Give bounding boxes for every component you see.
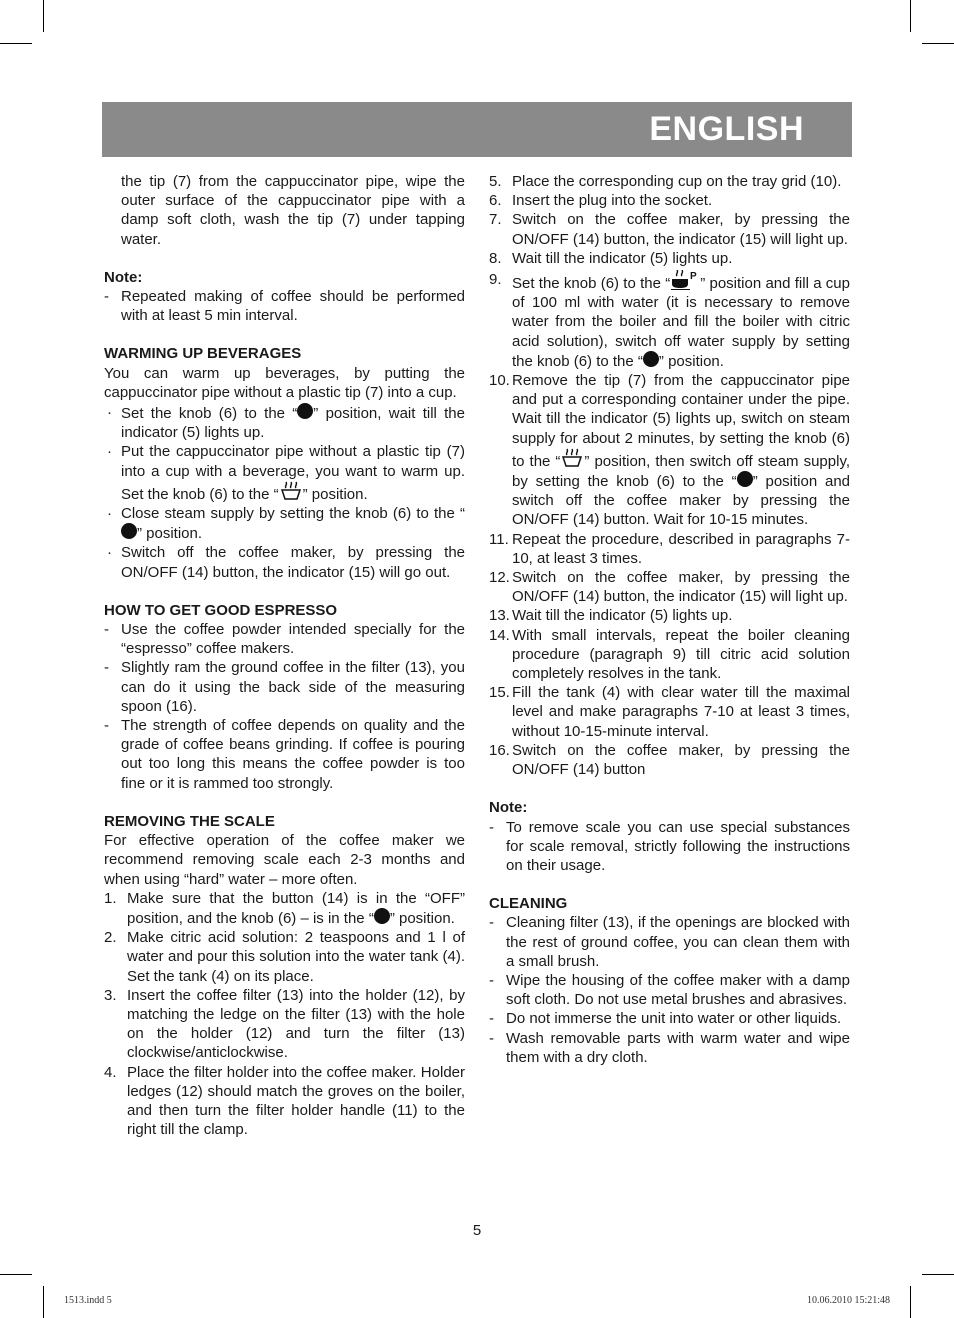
list-item: · Close steam supply by setting the knob (6) to the “” position. [107, 505, 465, 543]
list-item: 15. Fill the tank (4) with clear water till the maximal level and make paragraphs 7-10 at least 3 times, without 10-15-minute interval. [489, 684, 850, 740]
list-item: - Wipe the housing of the coffee maker with a damp soft cloth. Do not use metal brushes and abrasives. [489, 971, 850, 1009]
list-item: · Set the knob (6) to the “ ” position, wait till the indicator (5) lights up. [107, 404, 465, 442]
right-column [489, 172, 850, 1067]
section-heading-cleaning: CLEANING [489, 895, 568, 913]
crop-mark [43, 0, 44, 32]
filled-circle-icon [643, 351, 659, 367]
crop-mark [910, 1286, 911, 1318]
list-item: 2. Make citric acid solution: 2 teaspoons and 1 l of water and pour this solution into the water tank (4). Set the tank (4) on its place. [104, 929, 465, 985]
page-number: 5 [472, 1222, 482, 1239]
list-item: 4. Place the filter holder into the coffee maker. Holder ledges (12) should match the groves on the boiler, and then turn the filter holder handle (11) to the right till the clamp. [104, 1063, 465, 1139]
filled-circle-icon [121, 523, 137, 539]
filled-circle-icon [297, 403, 313, 419]
language-header-bar [102, 102, 852, 157]
section-heading-warming: WARMING UP BEVERAGES [104, 345, 302, 363]
list-item: - Use the coffee powder intended specially for the “espresso” coffee makers. [104, 621, 465, 658]
list-item: - Wash removable parts with warm water and wipe them with a dry cloth. [489, 1029, 850, 1066]
list-item: 1. Make sure that the button (14) is in the “OFF” position, and the knob (6) – is in the “ ” position. [104, 889, 465, 927]
list-item: 9. Set the knob (6) to the “ P ” position and fill a cup of 100 ml with water (it is necessary to remove water from the boiler and fill the boiler with citric acid solution), switch off water supply by setting the knob (6) to the “ ” position. [489, 271, 850, 370]
section-heading-espresso: HOW TO GET GOOD ESPRESSO [104, 601, 338, 619]
list-item: 10. Remove the tip (7) from the cappuccinator pipe and put a corresponding container under the pipe. Wait till the indicator (5) lights up, switch on steam supply for about 2 minutes, by setting the knob (6) to the “ ” position, then switch off steam supply, by setting the knob (6) to the “ ” position and switch off the coffee maker by pressing the ON/OFF (14) button. Wait for 10-15 minutes. [489, 372, 851, 529]
list-item: - Slightly ram the ground coffee in the filter (13), you can do it using the back side of the measuring spoon (16). [104, 659, 465, 715]
note-heading: Note: [104, 268, 143, 286]
svg-text:P: P [690, 271, 697, 283]
list-item: 6. Insert the plug into the socket. [489, 192, 713, 210]
list-item: 14. With small intervals, repeat the boiler cleaning procedure (paragraph 9) till citric acid solution completely resolves in the tank. [489, 626, 850, 683]
crop-mark [43, 1286, 44, 1318]
list-item: 5. Place the corresponding cup on the tray grid (10). [489, 173, 842, 190]
intro-paragraph: the tip (7) from the cappuccinator pipe, wipe the outer surface of the cappuccinator pipe with a damp soft cloth, wash the tip (7) under tapping water. [121, 173, 465, 248]
steam-icon [279, 481, 303, 501]
filled-circle-icon [374, 908, 390, 924]
crop-mark [910, 0, 911, 32]
scale-intro: For effective operation of the coffee maker we recommend removing scale each 2-3 months and when using “hard” water – more often. [104, 832, 465, 888]
warming-intro: You can warm up beverages, by putting the cappuccinator pipe without a plastic tip (7) into a cup. [104, 364, 465, 401]
note-heading: Note: [489, 799, 528, 817]
crop-mark [922, 43, 954, 44]
list-item: · Put the cappuccinator pipe without a plastic tip (7) into a cup with a beverage, you want to warm up. Set the knob (6) to the “ ” position. [107, 443, 465, 503]
page-title: ENGLISH [649, 110, 804, 148]
note-item: - Repeated making of coffee should be performed with at least 5 min interval. [104, 288, 465, 325]
left-column [104, 172, 465, 1139]
note-item: - To remove scale you can use special substances for scale removal, strictly following the instructions on their usage. [489, 818, 850, 874]
list-item: 11. Repeat the procedure, described in paragraphs 7-10, at least 3 times. [489, 530, 850, 567]
list-item: 8. Wait till the indicator (5) lights up. [489, 249, 733, 267]
steam-icon [560, 448, 584, 468]
crop-mark [0, 43, 32, 44]
hot-water-cup-icon [670, 270, 700, 290]
list-item: 12. Switch on the coffee maker, by pressing the ON/OFF (14) button, the indicator (15) will light up. [489, 569, 850, 606]
list-item: - Cleaning filter (13), if the openings are blocked with the rest of ground coffee, you can clean them with a small brush. [489, 914, 850, 970]
print-slug-date: 10.06.2010 15:21:48 [806, 1295, 890, 1306]
list-item: - The strength of coffee depends on quality and the grade of coffee beans grinding. If coffee is pouring out too long this means the coffee powder is too fine or it is rammed too strongly. [104, 717, 465, 792]
list-item: 13. Wait till the indicator (5) lights up. [489, 607, 733, 625]
print-slug-file: 1513.indd 5 [64, 1295, 112, 1306]
section-heading-scale: REMOVING THE SCALE [104, 812, 275, 830]
list-item: - Do not immerse the unit into water or other liquids. [489, 1010, 842, 1028]
filled-circle-icon [737, 471, 753, 487]
crop-mark [922, 1274, 954, 1275]
crop-mark [0, 1274, 32, 1275]
list-item: 3. Insert the coffee filter (13) into the holder (12), by matching the ledge on the filter (13) with the hole on the holder (12) and turn the filter (13) clockwise/anticlockwise. [104, 986, 465, 1062]
list-item: 16. Switch on the coffee maker, by pressing the ON/OFF (14) button [489, 741, 850, 779]
list-item: 7. Switch on the coffee maker, by pressing the ON/OFF (14) button, the indicator (15) will light up. [489, 211, 850, 248]
list-item: · Switch off the coffee maker, by pressing the ON/OFF (14) button, the indicator (15) will go out. [107, 544, 465, 581]
